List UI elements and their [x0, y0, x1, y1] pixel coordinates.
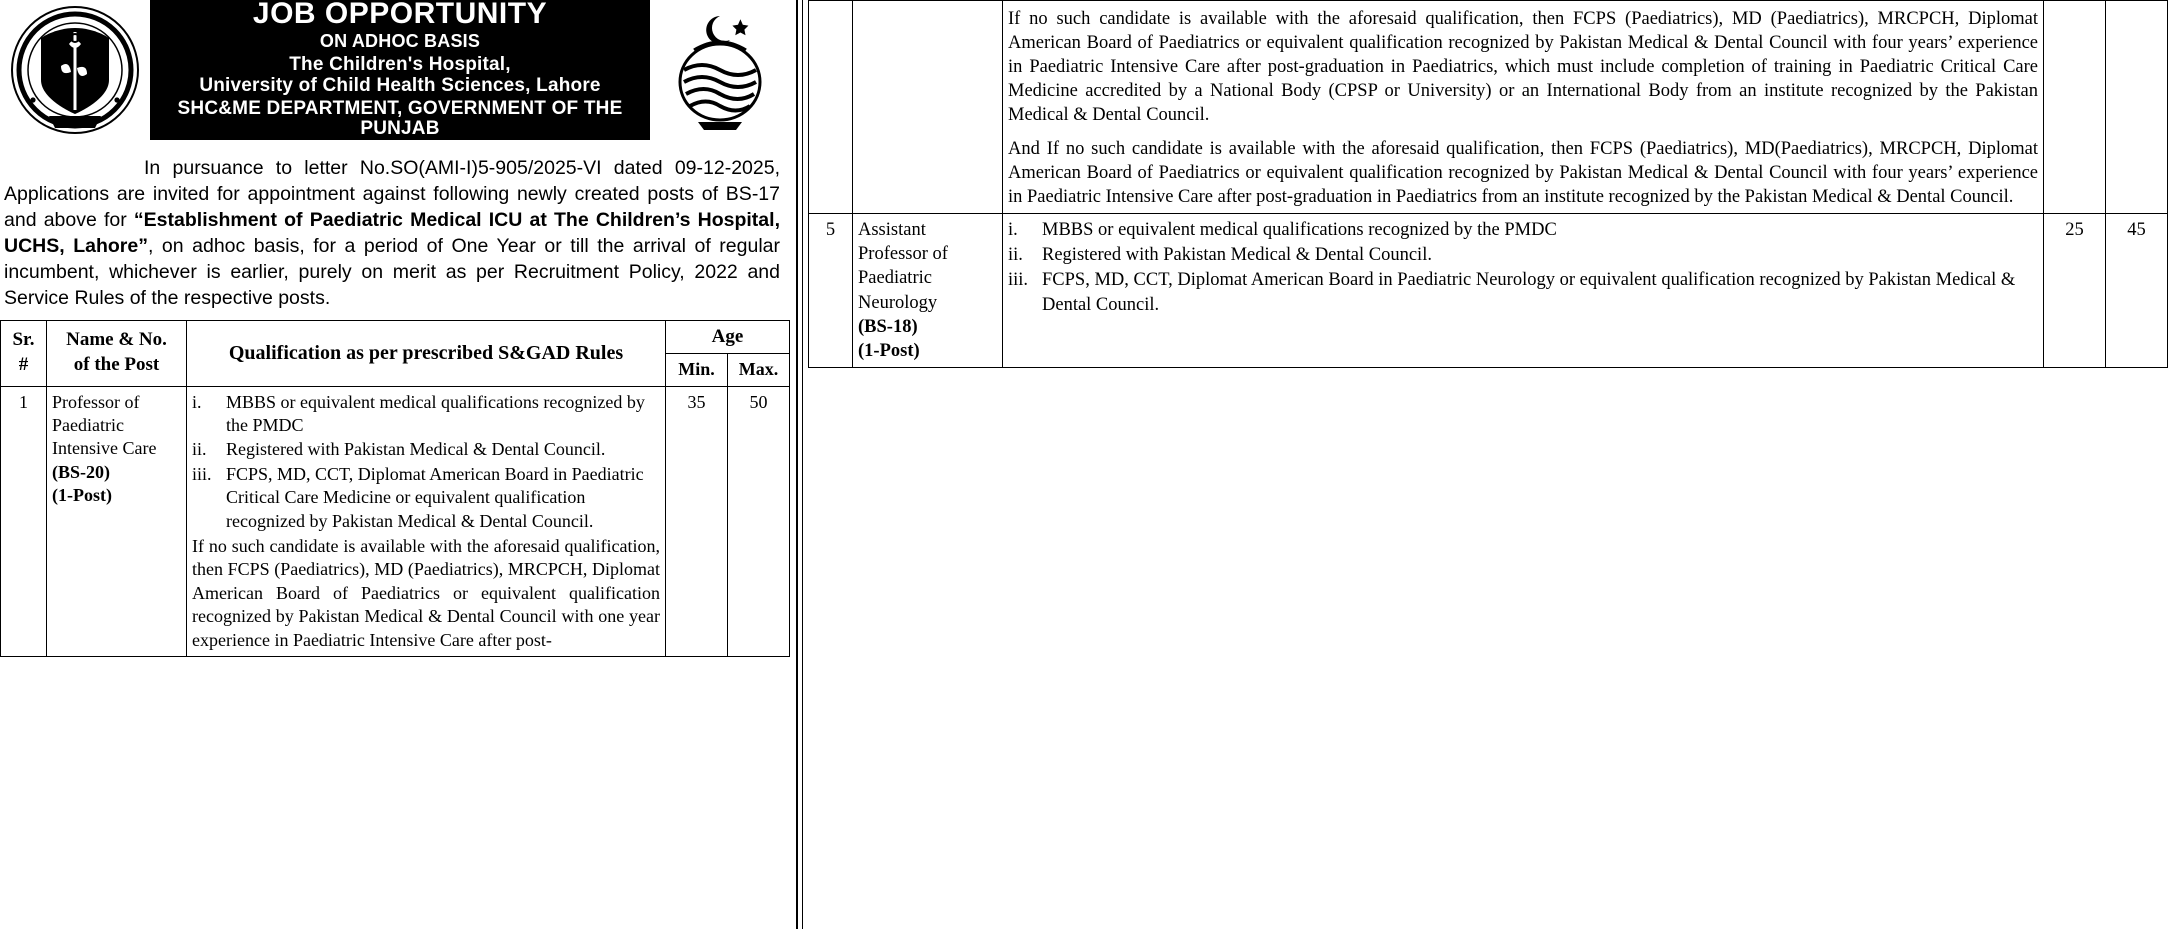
left-column: [0, 0, 790, 929]
post-name-line: Assistant: [858, 220, 926, 241]
table-header-row: [1, 320, 790, 354]
header-sr: [1, 320, 47, 386]
banner: [150, 0, 650, 140]
post-name-line: Professor of: [858, 244, 948, 265]
header-sr-line2: #: [18, 354, 29, 376]
qual-text: Registered with Pakistan Medical & Dental Council.: [1042, 245, 1432, 266]
list-item: [1008, 218, 2038, 242]
continuation-paragraph: If no such candidate is available with the aforesaid qualification, then FCPS (Paediatrics), MD (Paediatrics), MRCPCH, Diplomat American Board of Paediatrics or equivalent qualification recognized by Pakistan Medical & Dental Council with four years’ experience in Paediatric Intensive Care after post-graduation in Paediatrics, which must include completion of training in Paediatric Critical Care Medicine accredited by a National Body (CPSP or University) or an International Body from an institute recognized by the Pakistan Medical & Dental Council.: [1008, 9, 2038, 126]
intro-paragraph: [0, 140, 786, 320]
table-row-continuation: [809, 1, 2168, 214]
list-item: [1008, 243, 2038, 267]
header-post-name: [47, 320, 187, 386]
intro-lead: In pursuance to letter No.SO(AMI-I)5-905/2025-VI dated 09-12-2025,: [144, 157, 780, 179]
row-sr-empty: [809, 1, 853, 214]
header-age-min: Min.: [666, 354, 728, 386]
post-name-line: Professor of: [52, 391, 140, 412]
qual-text: Registered with Pakistan Medical & Dental Council.: [226, 439, 606, 460]
banner-hospital: The Children's Hospital,: [289, 53, 511, 75]
row-max-age: 50: [728, 386, 790, 656]
qual-numeral: ii.: [1008, 245, 1023, 266]
posts-table: [0, 320, 790, 657]
post-count: (1-Post): [858, 340, 920, 361]
header-qualification: Qualification as per prescribed S&GAD Rules: [187, 320, 666, 386]
intro-part2: , on adhoc basis, for a period of One Year or till the arrival of regular incumbent, whichever is earlier, purely on merit as per Recruitment Policy, 2022 and Service Rules of the respective posts.: [4, 234, 780, 309]
banner-university: University of Child Health Sciences, Lahore: [199, 75, 601, 97]
qual-paragraph: If no such candidate is available with the aforesaid qualification, then FCPS (Paediatrics), MD (Paediatrics), MRCPCH, Diplomat American Board of Paediatrics or equivalent qualification recognized by Pakistan Medical & Dental Council with one year experience in Paediatric Intensive Care after post-: [192, 535, 660, 650]
post-scale: (BS-20): [52, 461, 110, 482]
post-scale: (BS-18): [858, 316, 918, 337]
row-post-name: [853, 214, 1003, 367]
qual-text: MBBS or equivalent medical qualifications recognized by the PMDC: [226, 391, 645, 435]
punjab-government-emblem-icon: [650, 0, 790, 140]
intro-emphasis: “Establishment of Paediatric Medical ICU at The Children’s Hospital, UCHS, Lahore”: [4, 208, 780, 257]
post-name-line: Intensive Care: [52, 438, 157, 459]
qual-text: MBBS or equivalent medical qualifications recognized by the PMDC: [1042, 220, 1557, 241]
row-qualification-continued: [1003, 1, 2044, 214]
qualification-list: [1008, 218, 2038, 316]
post-count: (1-Post): [52, 485, 112, 506]
qual-text: FCPS, MD, CCT, Diplomat American Board in Paediatric Critical Care Medicine or equivalent qualification recognized by Pakistan Medical & Dental Council.: [226, 463, 644, 531]
masthead: [0, 0, 790, 140]
qual-numeral: i.: [1008, 220, 1018, 241]
row-min-age-empty: [2044, 1, 2106, 214]
row-sr: 5: [809, 214, 853, 367]
banner-department: SHC&ME DEPARTMENT, GOVERNMENT OF THE PUNJAB: [177, 97, 623, 140]
banner-title: JOB OPPORTUNITY: [252, 0, 548, 31]
post-name-line: Paediatric: [858, 268, 932, 289]
qual-numeral: iii.: [192, 463, 212, 484]
row-post-name: [47, 386, 187, 656]
row-max-age: 45: [2106, 214, 2168, 367]
banner-subtitle: ON ADHOC BASIS: [319, 31, 481, 52]
qual-numeral: ii.: [192, 439, 207, 460]
post-name-line: Paediatric: [52, 415, 124, 435]
posts-table-continued: [808, 0, 2168, 368]
row-min-age: 25: [2044, 214, 2106, 367]
column-divider-secondary: [802, 0, 803, 929]
qualification-list: [192, 391, 660, 533]
list-item: [1008, 268, 2038, 316]
qual-text: FCPS, MD, CCT, Diplomat American Board in Paediatric Neurology or equivalent qualification recognized by Pakistan Medical & Dental Council.: [1042, 270, 2016, 315]
qual-numeral: i.: [192, 391, 202, 412]
post-name-line: Neurology: [858, 292, 938, 313]
row-max-age-empty: [2106, 1, 2168, 214]
intro-part1: Applications are invited for appointment against following newly created posts of BS-17 and above for: [4, 182, 780, 231]
row-qualification: [187, 386, 666, 656]
row-min-age: 35: [666, 386, 728, 656]
header-sr-line1: Sr.: [12, 329, 35, 351]
table-row: [1, 386, 790, 656]
table-row: [809, 214, 2168, 367]
qual-numeral: iii.: [1008, 270, 1029, 291]
right-column: [790, 0, 2174, 929]
header-post-name-line2: of the Post: [73, 354, 160, 376]
header-age: Age: [666, 320, 790, 354]
list-item: [192, 463, 660, 533]
column-divider: [796, 0, 798, 929]
university-crest-icon: [0, 0, 150, 140]
header-post-name-line1: Name & No.: [66, 329, 167, 351]
header-age-max: Max.: [728, 354, 790, 386]
row-post-name-empty: [853, 1, 1003, 214]
row-qualification: [1003, 214, 2044, 367]
list-item: [192, 438, 660, 461]
continuation-paragraph: And If no such candidate is available with the aforesaid qualification, then FCPS (Paediatrics), MD(Paediatrics), MRCPCH, Diplomat American Board of Paediatrics or equivalent qualification recognized by Pakistan Medical & Dental Council with four years’ experience in Paediatric Intensive Care after post-graduation in Paediatrics from an institute recognized by the Pakistan Medical & Dental Council.: [1008, 139, 2038, 208]
row-sr: 1: [1, 386, 47, 656]
right-column-content: [808, 0, 2168, 929]
list-item: [192, 391, 660, 438]
